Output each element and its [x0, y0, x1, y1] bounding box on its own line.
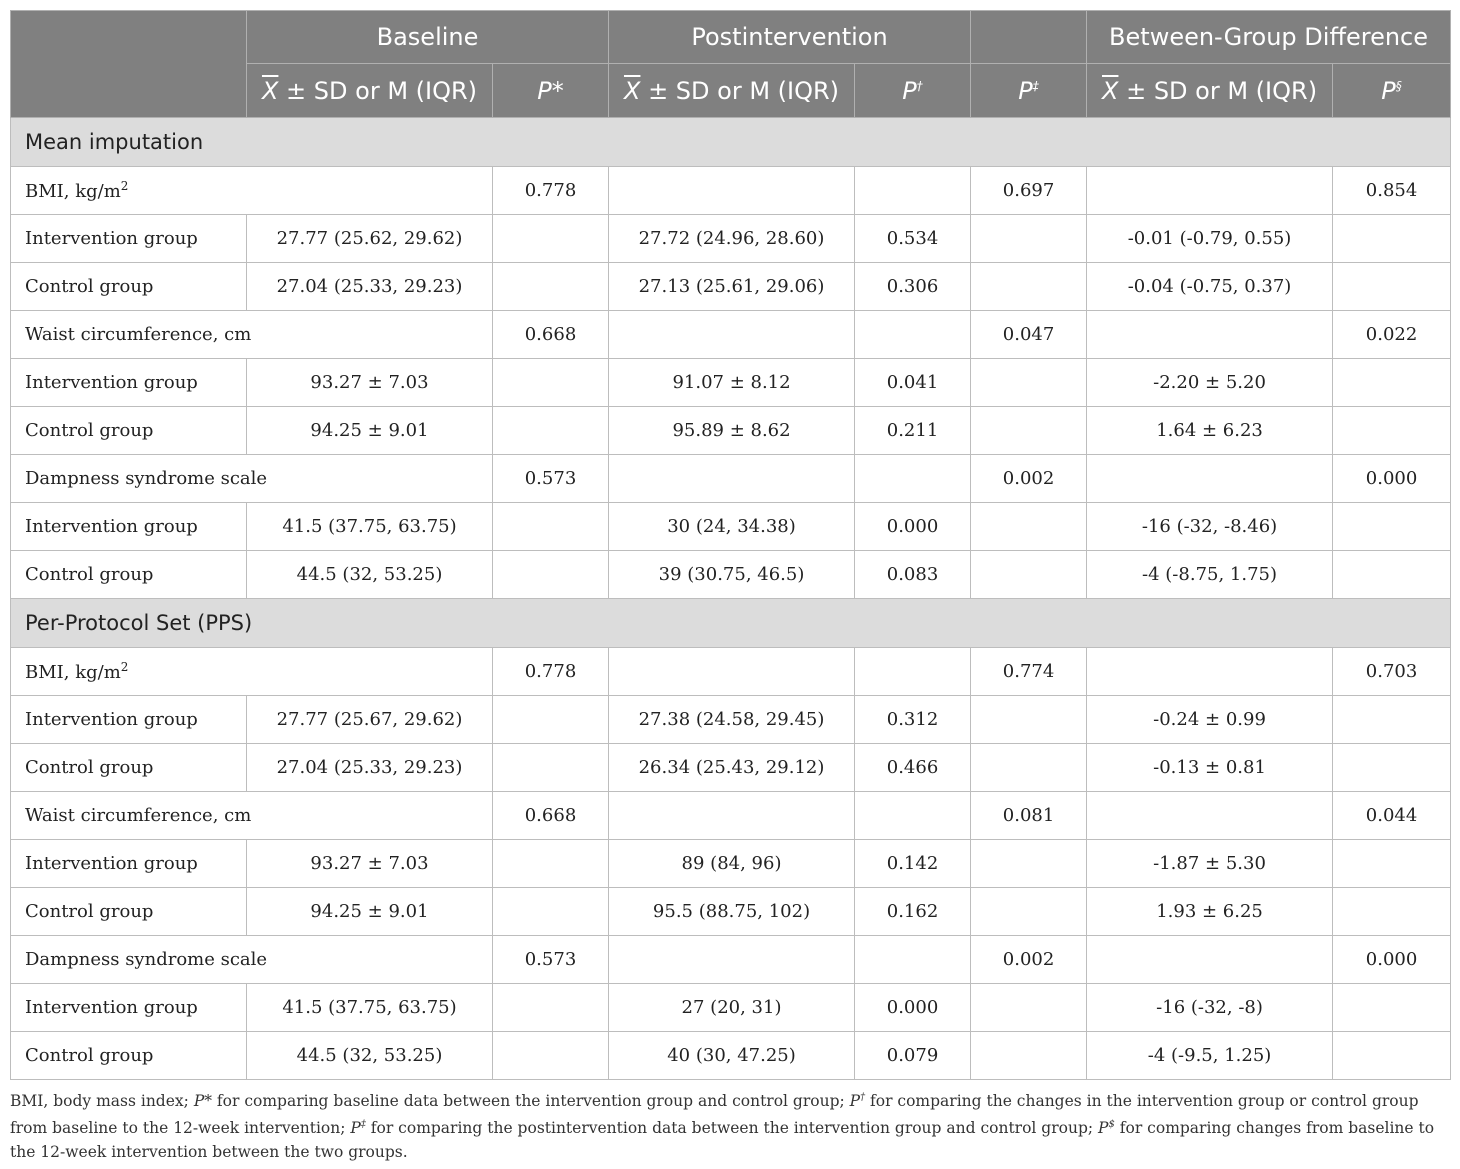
- empty-cell: [971, 215, 1087, 263]
- empty-cell: [971, 888, 1087, 936]
- p-post-between-cell: 0.002: [971, 936, 1087, 984]
- post-value: 27.38 (24.58, 29.45): [609, 696, 855, 744]
- p-post-between-cell: 0.697: [971, 167, 1087, 215]
- empty-cell: [1087, 648, 1333, 696]
- p-diff-cell: 0.854: [1333, 167, 1451, 215]
- header-stat-post: $\overline{X}$ ± SD or M (IQR): [609, 64, 855, 118]
- empty-cell: [855, 936, 971, 984]
- empty-cell: [1087, 311, 1333, 359]
- empty-cell: [1333, 888, 1451, 936]
- table-row: [11, 359, 1451, 407]
- group-label: Control group: [11, 551, 247, 599]
- post-value: 27.72 (24.96, 28.60): [609, 215, 855, 263]
- empty-cell: [493, 984, 609, 1032]
- empty-cell: [971, 407, 1087, 455]
- empty-cell: [1087, 167, 1333, 215]
- post-value: 27 (20, 31): [609, 984, 855, 1032]
- empty-cell: [493, 744, 609, 792]
- empty-cell: [1333, 696, 1451, 744]
- empty-cell: [493, 359, 609, 407]
- empty-cell: [609, 648, 855, 696]
- measure-row: [11, 648, 1451, 696]
- header-p-section: P§: [1333, 64, 1451, 118]
- p-change-cell: 0.466: [855, 744, 971, 792]
- empty-cell: [855, 311, 971, 359]
- empty-cell: [855, 167, 971, 215]
- p-change-cell: 0.000: [855, 984, 971, 1032]
- baseline-value: 27.04 (25.33, 29.23): [247, 744, 493, 792]
- measure-name: [11, 167, 493, 215]
- measure-name: [11, 936, 493, 984]
- p-diff-cell: 0.000: [1333, 936, 1451, 984]
- measure-row: [11, 311, 1451, 359]
- measure-name: [11, 648, 493, 696]
- baseline-value: 41.5 (37.75, 63.75): [247, 984, 493, 1032]
- header-postintervention: Postintervention: [609, 11, 971, 64]
- empty-cell: [1333, 263, 1451, 311]
- empty-cell: [1333, 359, 1451, 407]
- table-row: [11, 1032, 1451, 1080]
- section-row: [11, 599, 1451, 648]
- p-baseline-cell: 0.668: [493, 311, 609, 359]
- header-blank-p: [971, 11, 1087, 64]
- p-diff-cell: 0.044: [1333, 792, 1451, 840]
- group-label: Control group: [11, 744, 247, 792]
- header-p-star: P*: [493, 64, 609, 118]
- empty-cell: [493, 696, 609, 744]
- post-value: 91.07 ± 8.12: [609, 359, 855, 407]
- empty-cell: [1333, 503, 1451, 551]
- header-between-group: Between-Group Difference: [1087, 11, 1451, 64]
- empty-cell: [493, 888, 609, 936]
- post-value: 95.89 ± 8.62: [609, 407, 855, 455]
- p-change-cell: 0.083: [855, 551, 971, 599]
- group-label: Intervention group: [11, 503, 247, 551]
- empty-cell: [1333, 215, 1451, 263]
- empty-cell: [609, 792, 855, 840]
- group-label: Control group: [11, 1032, 247, 1080]
- baseline-value: 27.77 (25.67, 29.62): [247, 696, 493, 744]
- empty-cell: [609, 167, 855, 215]
- empty-cell: [971, 696, 1087, 744]
- diff-value: -0.24 ± 0.99: [1087, 696, 1333, 744]
- post-value: 39 (30.75, 46.5): [609, 551, 855, 599]
- table-row: [11, 744, 1451, 792]
- measure-name-text: BMI, kg/m: [25, 181, 121, 202]
- p-change-cell: 0.079: [855, 1032, 971, 1080]
- empty-cell: [493, 1032, 609, 1080]
- diff-value: -16 (-32, -8): [1087, 984, 1333, 1032]
- group-label: Control group: [11, 888, 247, 936]
- table-row: [11, 984, 1451, 1032]
- baseline-value: 27.04 (25.33, 29.23): [247, 263, 493, 311]
- measure-row: [11, 792, 1451, 840]
- table-row: [11, 696, 1451, 744]
- empty-cell: [971, 359, 1087, 407]
- results-table-container: [10, 10, 1450, 1080]
- empty-cell: [971, 503, 1087, 551]
- empty-cell: [493, 840, 609, 888]
- baseline-value: 27.77 (25.62, 29.62): [247, 215, 493, 263]
- p-diff-cell: 0.000: [1333, 455, 1451, 503]
- table-row: [11, 215, 1451, 263]
- baseline-value: 94.25 ± 9.01: [247, 888, 493, 936]
- section-title: Mean imputation: [11, 118, 1451, 167]
- p-baseline-cell: 0.778: [493, 167, 609, 215]
- empty-cell: [609, 311, 855, 359]
- empty-cell: [1333, 744, 1451, 792]
- table-row: [11, 888, 1451, 936]
- baseline-value: 41.5 (37.75, 63.75): [247, 503, 493, 551]
- header-row-1: [11, 11, 1451, 64]
- table-footnote: BMI, body mass index; P* for comparing baseline data between the intervention group and control group; P† for comparing the changes in the intervention group or control group from baseline to the 12-week intervention; P‡ for comparing the postintervention data between the intervention group and control group; P$ for comparing changes from baseline to the 12-week intervention between the two groups.: [10, 1092, 1435, 1162]
- empty-cell: [971, 1032, 1087, 1080]
- empty-cell: [1333, 840, 1451, 888]
- measure-name: [11, 792, 493, 840]
- measure-name-text: Dampness syndrome scale: [25, 949, 268, 970]
- p-change-cell: 0.142: [855, 840, 971, 888]
- empty-cell: [1333, 551, 1451, 599]
- p-change-cell: 0.306: [855, 263, 971, 311]
- empty-cell: [609, 455, 855, 503]
- section-row: [11, 118, 1451, 167]
- diff-value: -0.04 (-0.75, 0.37): [1087, 263, 1333, 311]
- post-value: 27.13 (25.61, 29.06): [609, 263, 855, 311]
- table-row: [11, 503, 1451, 551]
- empty-cell: [855, 648, 971, 696]
- post-value: 89 (84, 96): [609, 840, 855, 888]
- empty-cell: [971, 840, 1087, 888]
- empty-cell: [1087, 792, 1333, 840]
- post-value: 40 (30, 47.25): [609, 1032, 855, 1080]
- p-post-between-cell: 0.002: [971, 455, 1087, 503]
- baseline-value: 94.25 ± 9.01: [247, 407, 493, 455]
- p-baseline-cell: 0.668: [493, 792, 609, 840]
- group-label: Control group: [11, 263, 247, 311]
- diff-value: -0.13 ± 0.81: [1087, 744, 1333, 792]
- diff-value: -16 (-32, -8.46): [1087, 503, 1333, 551]
- empty-cell: [493, 551, 609, 599]
- p-change-cell: 0.534: [855, 215, 971, 263]
- diff-value: -1.87 ± 5.30: [1087, 840, 1333, 888]
- measure-name-superscript: 2: [120, 660, 129, 674]
- diff-value: -0.01 (-0.79, 0.55): [1087, 215, 1333, 263]
- measure-row: [11, 167, 1451, 215]
- post-value: 26.34 (25.43, 29.12): [609, 744, 855, 792]
- group-label: Intervention group: [11, 359, 247, 407]
- section-title: Per-Protocol Set (PPS): [11, 599, 1451, 648]
- measure-name: [11, 455, 493, 503]
- post-value: 95.5 (88.75, 102): [609, 888, 855, 936]
- empty-cell: [493, 503, 609, 551]
- group-label: Intervention group: [11, 840, 247, 888]
- empty-cell: [1333, 984, 1451, 1032]
- p-diff-cell: 0.703: [1333, 648, 1451, 696]
- post-value: 30 (24, 34.38): [609, 503, 855, 551]
- measure-name-text: Waist circumference, cm: [25, 324, 252, 345]
- header-baseline: Baseline: [247, 11, 609, 64]
- p-post-between-cell: 0.047: [971, 311, 1087, 359]
- empty-cell: [1333, 1032, 1451, 1080]
- table-row: [11, 840, 1451, 888]
- p-change-cell: 0.000: [855, 503, 971, 551]
- results-table: [10, 10, 1451, 1080]
- empty-cell: [1333, 407, 1451, 455]
- header-stat-baseline: $\overline{X}$ ± SD or M (IQR): [247, 64, 493, 118]
- measure-row: [11, 455, 1451, 503]
- p-baseline-cell: 0.573: [493, 936, 609, 984]
- group-label: Intervention group: [11, 696, 247, 744]
- measure-name: [11, 311, 493, 359]
- baseline-value: 44.5 (32, 53.25): [247, 1032, 493, 1080]
- diff-value: 1.64 ± 6.23: [1087, 407, 1333, 455]
- empty-cell: [493, 215, 609, 263]
- baseline-value: 93.27 ± 7.03: [247, 359, 493, 407]
- measure-name-text: Waist circumference, cm: [25, 805, 252, 826]
- p-post-between-cell: 0.081: [971, 792, 1087, 840]
- empty-cell: [971, 551, 1087, 599]
- measure-name-text: Dampness syndrome scale: [25, 468, 268, 489]
- measure-name-superscript: 2: [120, 179, 129, 193]
- empty-cell: [493, 263, 609, 311]
- table-row: [11, 407, 1451, 455]
- header-stat-diff: $\overline{X}$ ± SD or M (IQR): [1087, 64, 1333, 118]
- p-change-cell: 0.312: [855, 696, 971, 744]
- diff-value: -4 (-8.75, 1.75): [1087, 551, 1333, 599]
- header-p-ddagger: P‡: [971, 64, 1087, 118]
- group-label: Control group: [11, 407, 247, 455]
- measure-row: [11, 936, 1451, 984]
- p-baseline-cell: 0.778: [493, 648, 609, 696]
- p-change-cell: 0.041: [855, 359, 971, 407]
- empty-cell: [609, 936, 855, 984]
- p-post-between-cell: 0.774: [971, 648, 1087, 696]
- table-row: [11, 551, 1451, 599]
- baseline-value: 44.5 (32, 53.25): [247, 551, 493, 599]
- group-label: Intervention group: [11, 984, 247, 1032]
- table-body: [11, 118, 1451, 1080]
- empty-cell: [855, 792, 971, 840]
- empty-cell: [971, 744, 1087, 792]
- empty-cell: [1087, 936, 1333, 984]
- p-change-cell: 0.211: [855, 407, 971, 455]
- header-p-dagger: P†: [855, 64, 971, 118]
- diff-value: 1.93 ± 6.25: [1087, 888, 1333, 936]
- p-baseline-cell: 0.573: [493, 455, 609, 503]
- baseline-value: 93.27 ± 7.03: [247, 840, 493, 888]
- measure-name-text: BMI, kg/m: [25, 662, 121, 683]
- p-diff-cell: 0.022: [1333, 311, 1451, 359]
- header-blank: [11, 11, 247, 118]
- empty-cell: [971, 263, 1087, 311]
- table-row: [11, 263, 1451, 311]
- group-label: Intervention group: [11, 215, 247, 263]
- diff-value: -4 (-9.5, 1.25): [1087, 1032, 1333, 1080]
- empty-cell: [493, 407, 609, 455]
- p-change-cell: 0.162: [855, 888, 971, 936]
- empty-cell: [855, 455, 971, 503]
- empty-cell: [1087, 455, 1333, 503]
- diff-value: -2.20 ± 5.20: [1087, 359, 1333, 407]
- empty-cell: [971, 984, 1087, 1032]
